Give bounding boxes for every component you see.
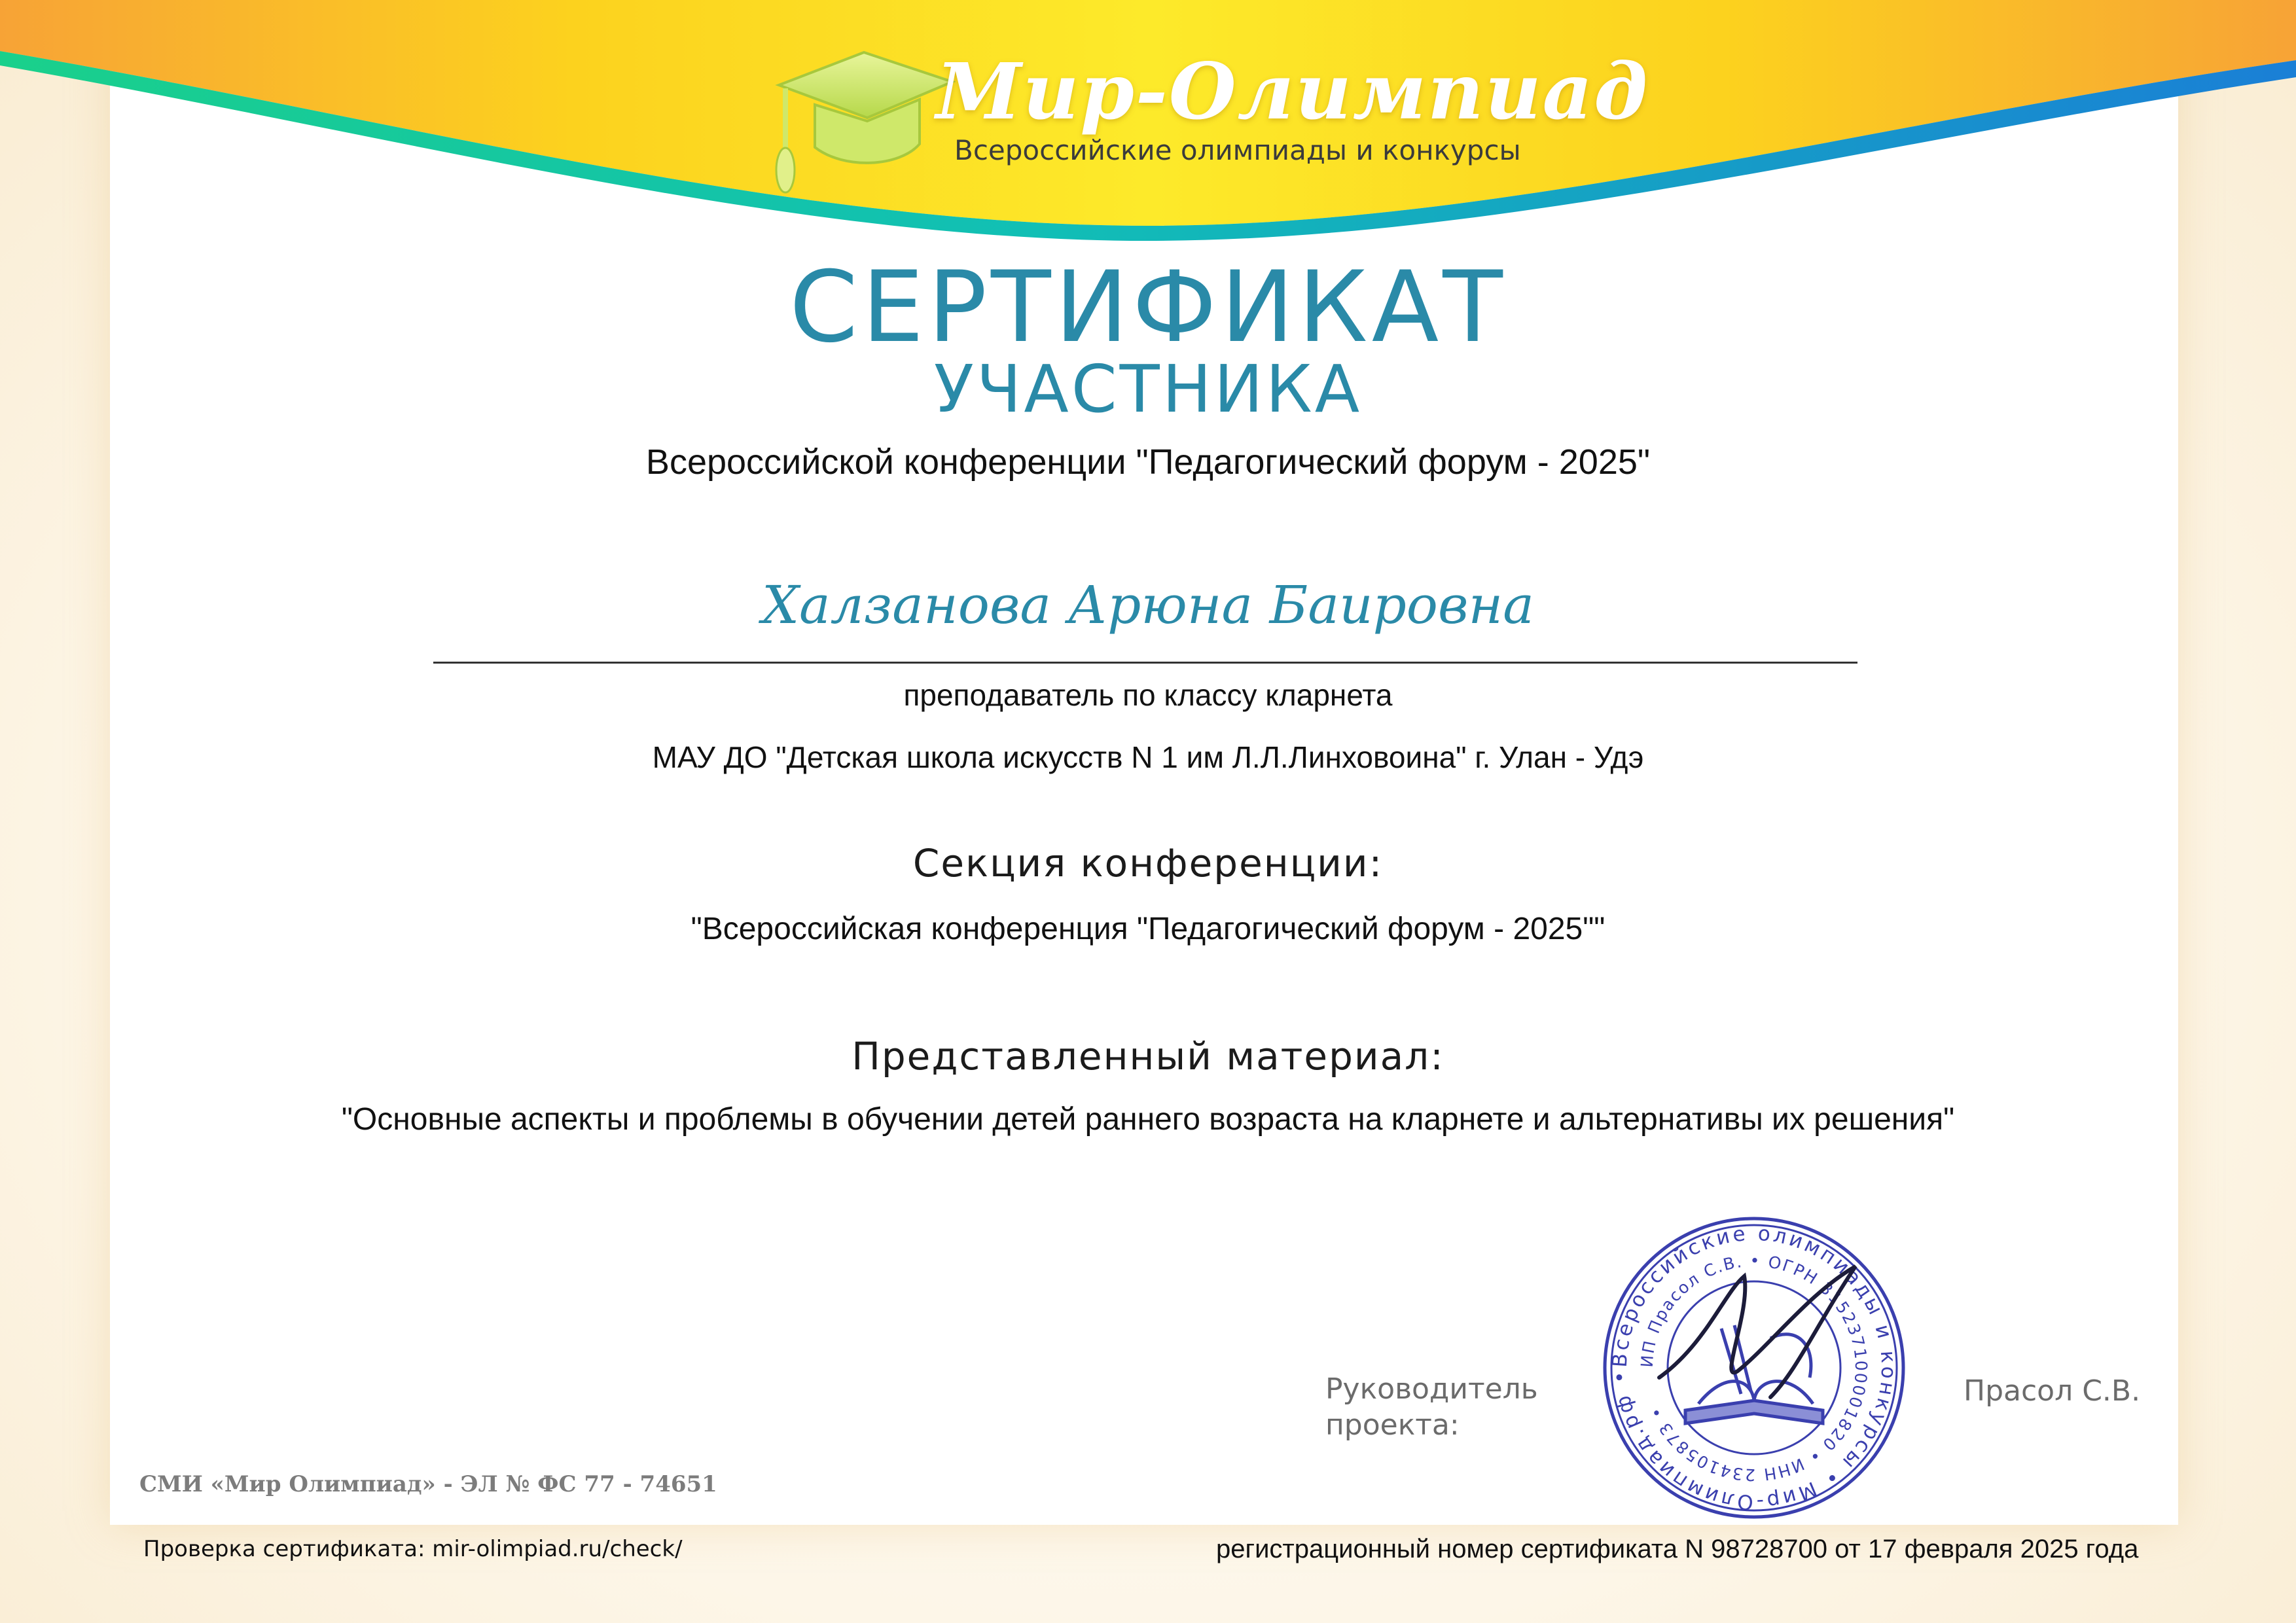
project-head-name: Прасол С.В.: [1964, 1374, 2141, 1408]
project-head-label-line1: Руководитель: [1325, 1372, 1538, 1406]
participant-name: Халзанова Арюна Баировна: [762, 575, 1534, 635]
certificate-subtitle: УЧАСТНИКА: [933, 351, 1363, 427]
section-value: "Всероссийская конференция "Педагогический форум - 2025"": [691, 912, 1605, 946]
brand-tagline: Всероссийские олимпиады и конкурсы: [954, 134, 1521, 166]
name-underline: [433, 662, 1857, 664]
brand-name: Мир-Олимпиад: [936, 46, 1649, 137]
media-registration: СМИ «Мир Олимпиад» - ЭЛ № ФС 77 - 74651: [139, 1471, 717, 1497]
participant-position: преподаватель по классу кларнета: [903, 678, 1393, 712]
graduation-cap-logo-icon: [759, 39, 956, 196]
check-url: Проверка сертификата: mir-olimpiad.ru/check/: [143, 1536, 683, 1562]
event-name: Всероссийской конференции "Педагогический форум - 2025": [645, 442, 1651, 482]
participant-organization: МАУ ДО "Детская школа искусств N 1 им Л.Л.Линховоина" г. Улан - Удэ: [652, 740, 1644, 774]
project-head-label-line2: проекта:: [1325, 1408, 1460, 1442]
material-label: Представленный материал:: [852, 1034, 1444, 1079]
certificate-title: СЕРТИФИКАТ: [789, 251, 1507, 365]
stamp-outer-text: Всероссийские олимпиады и конкурсы • Мир-Олимпиад.рф •: [1607, 1221, 1901, 1514]
stamp-inner-text: ИП Прасол С.В. • ОГРН 315237100001820 • ИНН 234105873 •: [1637, 1251, 1871, 1485]
section-label: Секция конференции:: [912, 841, 1384, 885]
registration-number: регистрационный номер сертификата N 98728700 от 17 февраля 2025 года: [1216, 1535, 2139, 1563]
project-head-label: [1325, 1371, 1538, 1443]
seal-stamp-icon: [1600, 1214, 1908, 1522]
material-value: "Основные аспекты и проблемы в обучении детей раннего возраста на кларнете и альтернативы их решения": [341, 1102, 1955, 1137]
